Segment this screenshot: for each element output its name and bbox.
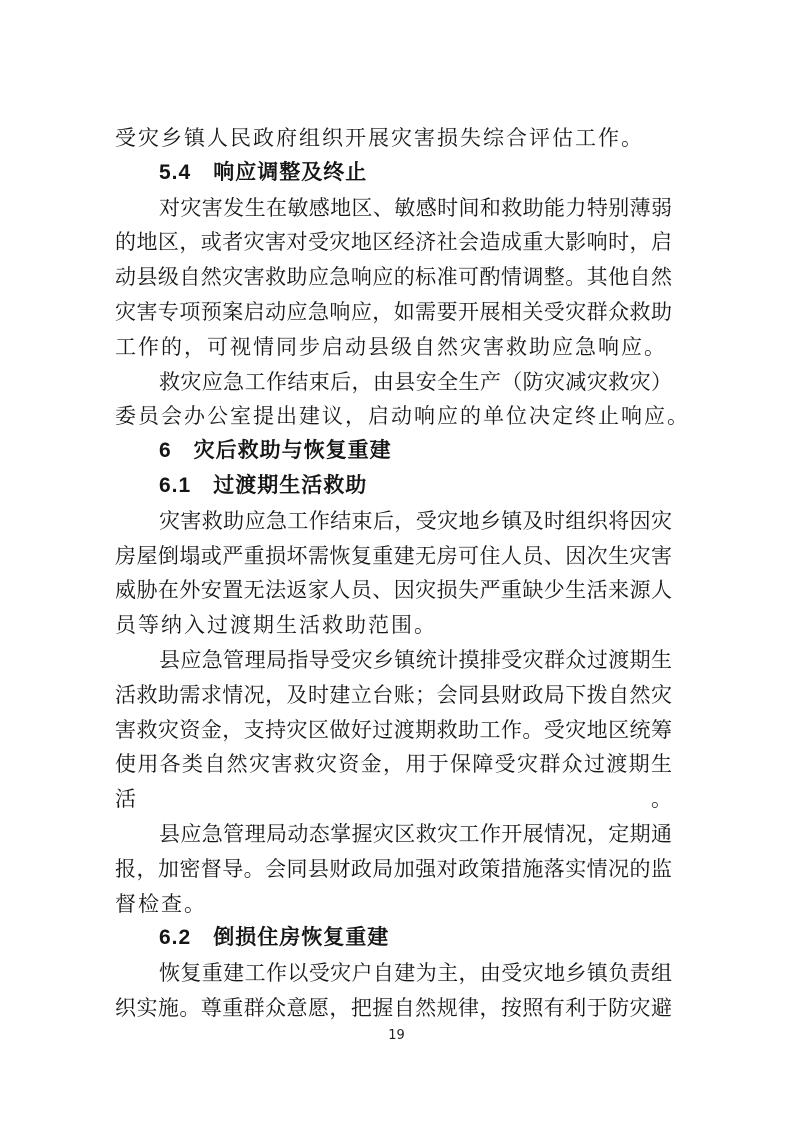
text-line: 使用各类自然灾害救灾资金，用于保障受灾群众过渡期生活。 (115, 752, 672, 812)
text-line: 房屋倒塌或严重损坏需恢复重建无房可住人员、因次生灾害 (115, 543, 672, 568)
text-line: 委员会办公室提出建议，启动响应的单位决定终止响应。 (115, 404, 690, 429)
text-line: 恢复重建工作以受灾户自建为主，由受灾地乡镇负责组 (159, 961, 672, 986)
section-heading: 6.2 倒损住房恢复重建 (159, 926, 390, 950)
section-heading: 6 灾后救助与恢复重建 (159, 439, 392, 463)
document-body (115, 121, 690, 1026)
text-line: 员等纳入过渡期生活救助范围。 (115, 613, 437, 638)
text-line: 织实施。尊重群众意愿，把握自然规律，按照有利于防灾避 (115, 995, 672, 1020)
text-line: 动县级自然灾害救助应急响应的标准可酌情调整。其他自然 (115, 265, 672, 290)
text-line: 活救助需求情况，及时建立台账；会同县财政局下拨自然灾 (115, 682, 672, 707)
text-line: 救灾应急工作结束后，由县安全生产（防灾减灾救灾） (159, 369, 672, 394)
text-line: 受灾乡镇人民政府组织开展灾害损失综合评估工作。 (115, 126, 644, 150)
page-footer (0, 1026, 793, 1044)
text-line: 害救灾资金，支持灾区做好过渡期救助工作。受灾地区统筹 (115, 717, 672, 742)
section-heading: 6.1 过渡期生活救助 (159, 473, 368, 497)
text-line: 县应急管理局动态掌握灾区救灾工作开展情况，定期通 (159, 821, 672, 846)
text-line: 灾害专项预案启动应急响应，如需要开展相关受灾群众救助 (115, 299, 672, 324)
text-line: 工作的，可视情同步启动县级自然灾害救助应急响应。 (115, 334, 667, 359)
page-number: 19 (388, 1028, 405, 1043)
section-heading: 5.4 响应调整及终止 (159, 160, 368, 184)
text-line: 报，加密督导。会同县财政局加强对政策措施落实情况的监 (115, 856, 672, 881)
text-line: 县应急管理局指导受灾乡镇统计摸排受灾群众过渡期生 (159, 647, 672, 672)
text-line: 督检查。 (115, 891, 207, 916)
text-line: 的地区，或者灾害对受灾地区经济社会造成重大影响时，启 (115, 230, 672, 255)
text-line: 灾害救助应急工作结束后，受灾地乡镇及时组织将因灾 (159, 508, 672, 533)
text-line: 对灾害发生在敏感地区、敏感时间和救助能力特别薄弱 (159, 195, 672, 220)
text-line: 威胁在外安置无法返家人员、因灾损失严重缺少生活来源人 (115, 578, 672, 603)
